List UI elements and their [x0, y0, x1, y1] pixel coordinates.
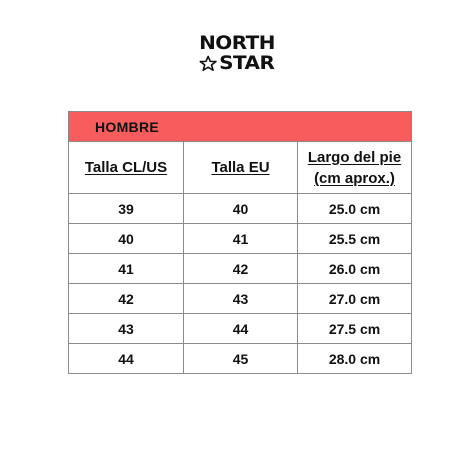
- group-header-blank-cell: [298, 112, 412, 142]
- cell-foot-length: 28.0 cm: [298, 344, 412, 374]
- cell-cl-us: 41: [69, 254, 184, 284]
- group-label-hombre: HOMBRE: [69, 112, 184, 142]
- cell-cl-us: 44: [69, 344, 184, 374]
- cell-eu: 43: [184, 284, 298, 314]
- column-header-eu: Talla EU: [184, 142, 298, 194]
- cell-eu: 45: [184, 344, 298, 374]
- group-header-blank-cell: [184, 112, 298, 142]
- brand-logo: [0, 34, 474, 75]
- cell-foot-length: 27.5 cm: [298, 314, 412, 344]
- cell-eu: 41: [184, 224, 298, 254]
- brand-logo-line2: STAR: [219, 52, 275, 74]
- cell-cl-us: 39: [69, 194, 184, 224]
- star-icon: [199, 55, 217, 72]
- column-header-row: [69, 142, 412, 194]
- cell-foot-length: 25.5 cm: [298, 224, 412, 254]
- table-row: [69, 314, 412, 344]
- brand-logo-line2-wrap: [199, 54, 274, 73]
- table-row: [69, 284, 412, 314]
- column-header-cl-us: Talla CL/US: [69, 142, 184, 194]
- column-header-foot-length: Largo del pie (cm aprox.): [298, 142, 412, 194]
- cell-cl-us: 43: [69, 314, 184, 344]
- table-row: [69, 254, 412, 284]
- cell-eu: 40: [184, 194, 298, 224]
- cell-foot-length: 27.0 cm: [298, 284, 412, 314]
- group-header-row: [69, 112, 412, 142]
- table-row: [69, 344, 412, 374]
- cell-cl-us: 42: [69, 284, 184, 314]
- cell-cl-us: 40: [69, 224, 184, 254]
- size-chart-table: [68, 111, 412, 374]
- table-row: [69, 224, 412, 254]
- table-row: [69, 194, 412, 224]
- cell-foot-length: 26.0 cm: [298, 254, 412, 284]
- cell-eu: 44: [184, 314, 298, 344]
- cell-foot-length: 25.0 cm: [298, 194, 412, 224]
- brand-logo-line1: NORTH: [199, 32, 275, 54]
- cell-eu: 42: [184, 254, 298, 284]
